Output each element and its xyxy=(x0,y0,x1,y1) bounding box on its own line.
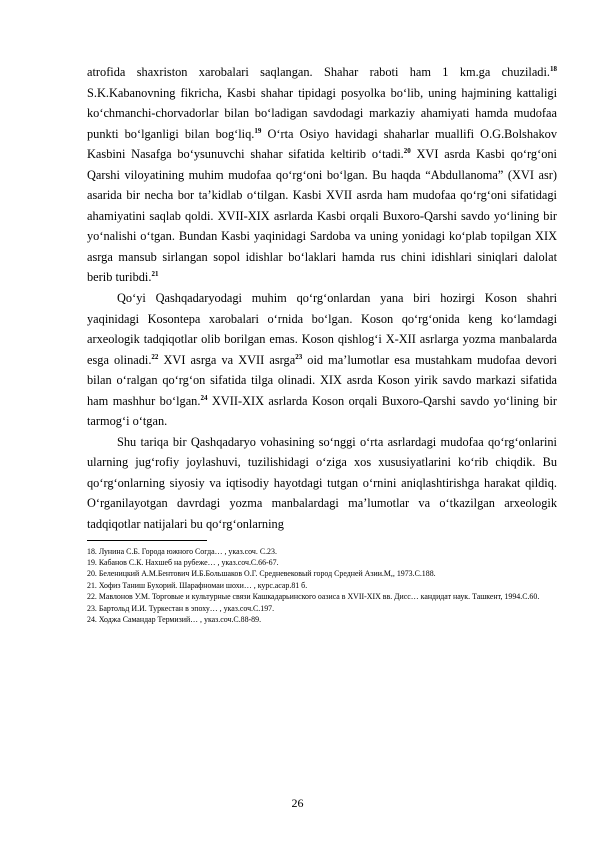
text-segment: O‘rta Osiyo havidagi shaharlar muallifi O.G.Bolshakov Kasbini Nasafga bo‘ysunuvchi shahar sifatida keltirib o‘tadi. xyxy=(87,126,557,162)
text-segment: atrofida shaxriston xarobalari saqlangan. Shahar raboti ham 1 km.ga chuziladi. xyxy=(87,65,550,79)
text-segment: XVII-XIX asrlarda Koson orqali Buxoro-Qarshi savdo yo‘lining bir tarmog‘i o‘tgan. xyxy=(87,393,557,429)
paragraph xyxy=(87,288,557,432)
text-segment: XVI asrga va XVII asrga xyxy=(158,352,296,367)
footnote-reference: 23 xyxy=(295,352,303,361)
footnote-reference: 20 xyxy=(403,147,411,156)
text-segment: XVI asrda Kasbi qo‘rg‘oni Qarshi viloyatining muhim mudofaa qo‘rg‘oni bo‘lgan. Bu haqda “Abdullanoma” (XVI asr) asarida bir necha bor ta’kidlab o‘tilgan. Kasbi XVII asrda ham mudofaa qo‘rg‘oni sifatidagi ahamiyatini saqlab qoldi. XVII-XIX asrlarda Kasbi orqali Buxoro-Qarshi savdo yo‘lining bir yo‘nalishi o‘tgan. Bundan Kasbi yaqinidagi Sardoba va uning yonidagi ko‘plab topilgan XIX asrga mansub sirlangan sopol idishlar bo‘laklari hamda rus chini idishlari siniqlari dalolat berib turibdi. xyxy=(87,147,557,285)
main-text xyxy=(87,62,557,535)
footnote-item: 19. Кабанов С.К. Нахшеб на рубеже… , указ.соч.С.66-67. xyxy=(87,557,279,567)
footnote-item: 22. Мавлонов У.М. Торговые и культурные связи Кашкадарьинского оазиса в XVII-XIX вв. Дисс… кандидат наук. Ташкент, 1994.С.60. xyxy=(87,592,540,602)
footnote-item: 23. Бартольд И.И. Туркестан в эпоху… , указ.соч.С.197. xyxy=(87,603,275,613)
footnote-reference: 19 xyxy=(254,126,262,135)
text-segment: Shu tariqa bir Qashqadaryo vohasining so‘nggi o‘rta asrlardagi mudofaa qo‘rg‘onlarini ularning jug‘rofiy joylashuvi, tuzilishidagi o‘ziga xos xususiyatlarini ko‘rib chiqdik. Bu qo‘rg‘onlarning siyosiy va iqtisodiy hayotdagi tutgan o‘rnini aniqlashtirishga harakat qildiq. O‘rganilayotgan davrdagi yozma manbalardagi ma’lumotlar va o‘tkazilgan arxeologik tadqiqotlar natijalari bu qo‘rg‘onlarning xyxy=(87,434,557,532)
footnote-reference: 24 xyxy=(200,393,208,402)
footnote-item: 18. Лунина С.Б. Города южного Согда… , указ.соч. С.23. xyxy=(87,546,277,556)
footnote-reference: 21 xyxy=(151,270,159,279)
footnotes-list xyxy=(87,546,557,626)
footnote-reference: 22 xyxy=(151,352,159,361)
text-segment: S.K.Kabanovning fikricha, Kasbi shahar tipidagi posyolka bo‘lib, uning hajmining kattaligi ko‘chmanchi-chorvadorlar bilan bo‘ladigan savdodagi markaziy ahamiyati hamda mudofaa punkti bo‘lganligi bilan bog‘liq. xyxy=(87,85,557,141)
footnote-separator xyxy=(87,540,207,541)
footnote-item: 20. Беленицкий А.М.Бентович И.Б.Большаков О.Г. Средневековый город Средней Азии.М,, 1973.С.188. xyxy=(87,569,436,579)
paragraph xyxy=(87,432,557,535)
text-segment: Qo‘yi Qashqadaryodagi muhim qo‘rg‘onlardan yana biri hozirgi Koson shahri yaqinidagi Kosontepa xarobalari o‘rnida bo‘lgan. Koson qo‘rg‘onida keng ko‘lamdagi arxeologik tadqiqotlar olib borilgan emas. Koson qishlog‘i X-XII asrlarga yozma manbalarda esga olinadi. xyxy=(87,291,557,367)
footnote-reference: 18 xyxy=(550,64,557,73)
footnote-item: 21. Хофиз Таниш Бухорий. Шарафномаи шохи… , курс.асар.81 б. xyxy=(87,580,308,590)
paragraph xyxy=(87,62,557,288)
text-segment: oid ma’lumotlar esa mustahkam mudofaa devori bilan o‘ralgan qo‘rg‘on sifatida tilga olinadi. XIX asrda Koson yirik savdo markazi sifatida ham mashhur bo‘lgan. xyxy=(87,352,557,408)
page-number: 26 xyxy=(291,796,304,810)
footnote-item: 24. Ходжа Самандар Термизий… , указ.соч.С.88-89. xyxy=(87,615,262,625)
document-page xyxy=(87,62,557,625)
